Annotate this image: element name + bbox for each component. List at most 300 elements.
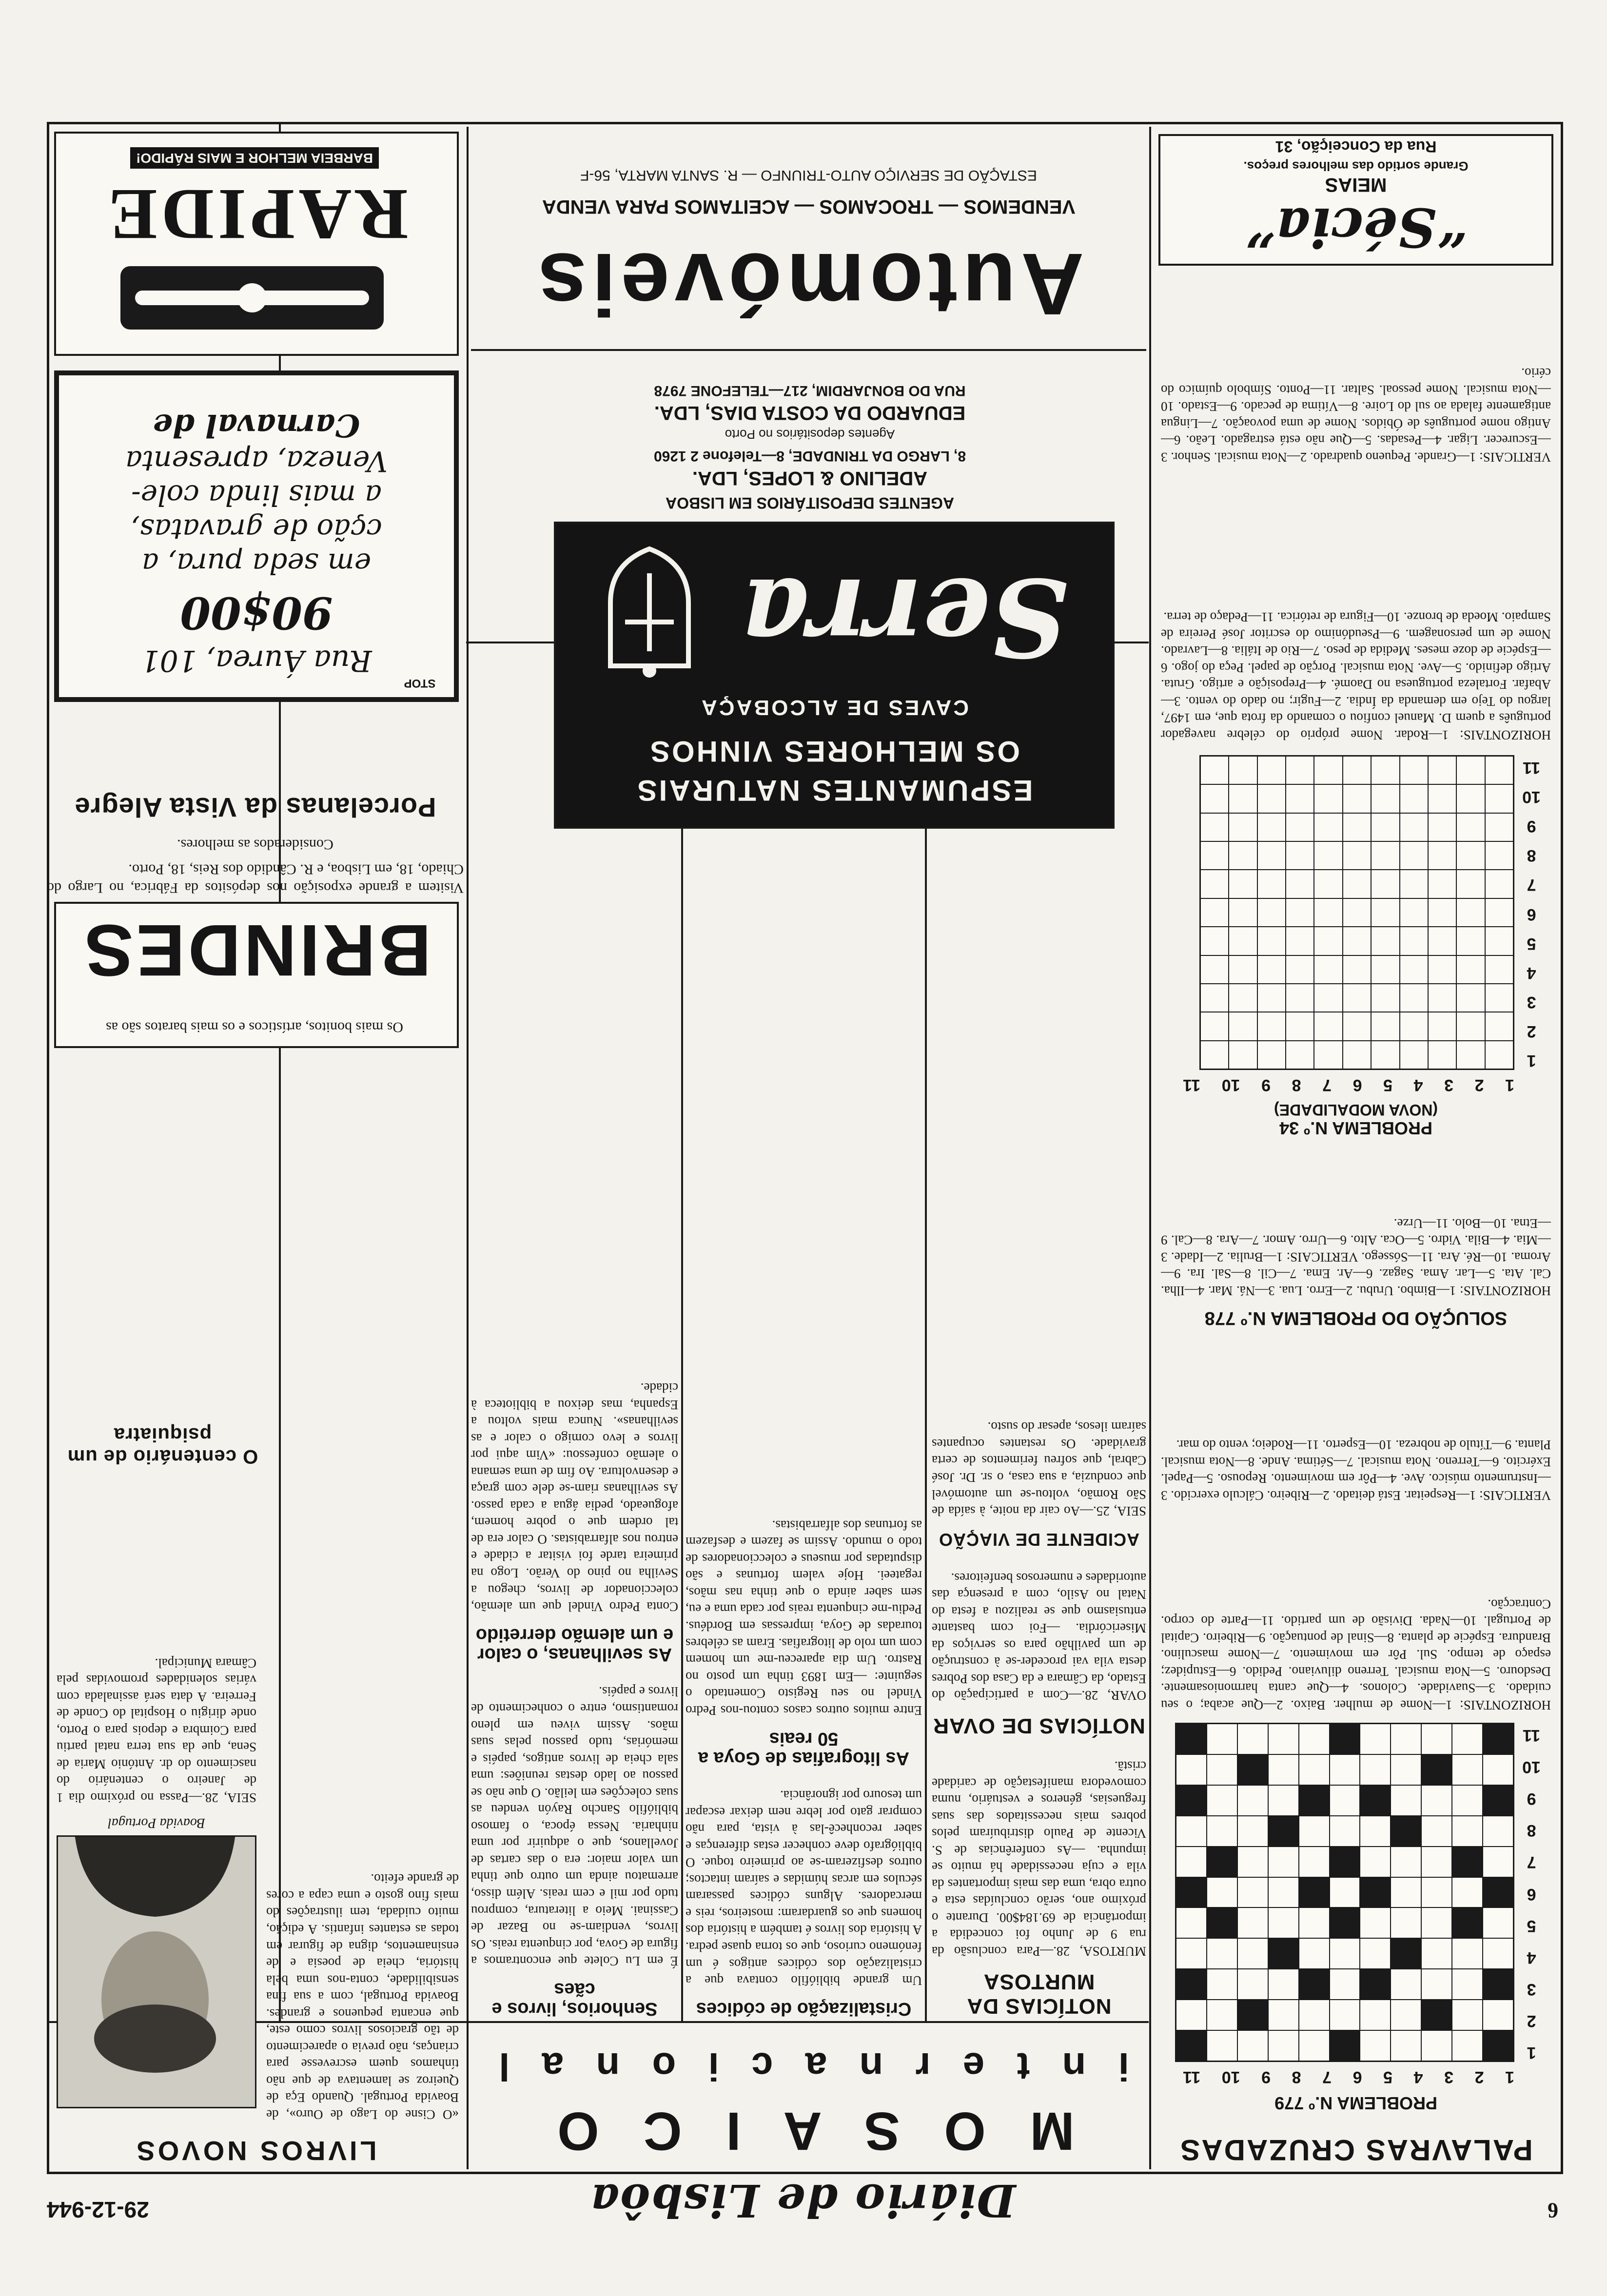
agentes-block: [473, 366, 1146, 512]
grid-cell: [1314, 870, 1342, 897]
grid-cell: [1201, 870, 1228, 897]
grid-cell: [1429, 1041, 1456, 1069]
goya-body: Entre muitos outros casos contou-nos Pedro Vindel no seu Registo Comentado o seguinte: —Em 1893 tinha um posto no Rastro. Um dia apareceu-me um homem com um rolo de litografias. Eram as célebres touradas de Goya, impressas em Bordéus. Pediu-me cinquenta reais por cada uma e eu, sem saber ainda o que tinha nas mãos, regateei. Hoje valem fortunas e são disputadas por museus e coleccionadores de todo o mundo. Assim se fazem e desfazem as fortunas dos alfarrabistas.: [686, 1518, 922, 1718]
grid-cell: [1229, 927, 1256, 954]
grid-number: 10: [1522, 1758, 1541, 1777]
grid-cell: [1429, 984, 1456, 1012]
grid-number: 4: [1527, 1948, 1536, 1967]
agentes-firm2: EDUARDO DA COSTA DIAS, LDA.: [654, 402, 966, 424]
grid-number: 7: [1322, 1076, 1332, 1094]
grid-cell: [1314, 785, 1342, 812]
grid-cell: [1314, 757, 1342, 784]
livros-novos-section: [47, 1387, 464, 2167]
grid-cell: [1372, 757, 1399, 784]
grid-number: 9: [1261, 2068, 1271, 2086]
grid-cell: [1422, 1816, 1451, 1846]
grid-cell: [1372, 927, 1399, 954]
grid-cell: [1486, 984, 1513, 1012]
grid-cell: [1286, 870, 1313, 897]
grid-cell: [1422, 2000, 1451, 2030]
grid-cell: [1360, 2031, 1390, 2061]
grid-cell: [1299, 1939, 1329, 1968]
verticais-clues: VERTICAIS: 1—Respeitar. Está deitado. 2—Ribeiro. Cálculo exercido. 3—Instrumento músico. Ave. 4—Pôr em movimento. Repouso. 5—Papel. Exército. 6—Terreno. Nota musical. 7—Sétima. Ande. 8—Nota musical. Planta. 9—Título de nobreza. 10—Esperto. 11—Rodeio; vento do mar.: [1161, 1438, 1551, 1503]
automoveis-title: Automóveis: [533, 235, 1084, 333]
grid-cell: [1238, 1878, 1268, 1907]
grid-cell: [1286, 1012, 1313, 1040]
grid-cell: [1372, 814, 1399, 841]
grid-cell: [1360, 1878, 1390, 1907]
grid-cell: [1483, 1816, 1513, 1846]
grid-number: 2: [1527, 1022, 1536, 1041]
grid-cell: [1391, 1816, 1421, 1846]
grid-cell: [1258, 899, 1285, 926]
grid-cell: [1343, 1012, 1371, 1040]
grid-cell: [1457, 984, 1484, 1012]
problem2-horizontais: HORIZONTAIS: 1—Rodar. Nome próprio do célebre navegador português a quem D. Manuel confiou o comando da frota que, em 1497, largou do Tejo em demanda da Índia. 2—Fugir; no dado do vento. 3—Abafar. Fortaleza portuguesa no Daomé. 4—Preposição e artigo. Gruta. Artigo definido. 5—Ave. Nota musical. Porção de papel. Peça do jogo. 6—Espécie de doze meses. Medida de peso. 7—Rio de Itália. 8—Lavrado. Nome de um personagem. 9—Pseudónimo do escritor José Pereira de Sampaio. Moeda de bronze. 10—Figura de retórica. 11—Pedaço de terra.: [1161, 610, 1551, 742]
grid-cell: [1286, 956, 1313, 983]
rapide-ad: [54, 132, 459, 356]
grid-cell: [1176, 1878, 1206, 1907]
portrait-caption: Boavida Portugal: [108, 1815, 205, 1830]
grid-cell: [1483, 1878, 1513, 1907]
grid-number: 1: [1527, 1051, 1536, 1070]
grid-cell: [1176, 1755, 1206, 1785]
grid-cell: [1258, 785, 1285, 812]
grid-cell: [1314, 984, 1342, 1012]
grid-cell: [1269, 1816, 1298, 1846]
grid-cell: [1422, 1969, 1451, 1999]
cristalizacao-body: Um grande bibliófilo contava que a cristalização dos códices antigos é um fenómeno curioso, que os torna quase pedra. A história dos livros é também a história dos homens que os guardaram: mosteiros, reis e mercadores. Alguns códices passaram séculos em arcas húmidas e saíram intactos; outros desfizeram-se ao primeiro toque. O bibliógrafo deve conhecer estas diferenças e saber reconhecê-las à vista, para não comprar gato por lebre nem deixar escapar um tesouro por ignorância.: [686, 1788, 922, 1988]
grid-number: 3: [1444, 1076, 1453, 1094]
grid-cell: [1201, 842, 1228, 869]
grid-cell: [1360, 1786, 1390, 1815]
wine-line1: OS MELHORES VINHOS: [648, 735, 1020, 768]
grid-cell: [1483, 1724, 1513, 1754]
grid-cell: [1238, 1816, 1268, 1846]
grid-cell: [1201, 899, 1228, 926]
grid-cell: [1452, 1847, 1482, 1877]
wine-caves: CAVES DE ALCOBAÇA: [699, 696, 969, 720]
grid-number: 8: [1292, 1076, 1301, 1094]
grid-row-numbers: [1519, 1726, 1544, 2062]
grid-cell: [1201, 984, 1228, 1012]
psiquiatra-headline: O centenário de um psiquiatra: [67, 1424, 258, 1467]
grid-cell: [1314, 1012, 1342, 1040]
grid-cell: [1343, 757, 1371, 784]
grid-cell: [1207, 2031, 1237, 2061]
grid-number: 10: [1522, 788, 1541, 807]
grid-cell: [1391, 1755, 1421, 1785]
grid-cell: [1207, 1908, 1237, 1938]
grid-cell: [1229, 842, 1256, 869]
grid-cell: [1299, 1878, 1329, 1907]
grid-number: 8: [1292, 2068, 1301, 2086]
article-column-b: [686, 648, 922, 2018]
grid-number: 9: [1261, 1076, 1271, 1094]
grid-number: 6: [1352, 2068, 1362, 2086]
grid-number: 5: [1527, 1916, 1536, 1935]
crest-icon: [591, 544, 708, 681]
grid-number: 7: [1322, 2068, 1332, 2086]
grid-cell: [1422, 1939, 1451, 1968]
grid-cell: [1258, 956, 1285, 983]
internacional-title: i n t e r n a c i o n a l: [488, 2045, 1129, 2088]
wine-brand: Serra: [740, 554, 1068, 681]
grid-cell: [1330, 1908, 1360, 1938]
grid-cell: [1457, 870, 1484, 897]
grid-cell: [1360, 1724, 1390, 1754]
grid-cell: [1238, 1755, 1268, 1785]
grid-cell: [1229, 1041, 1256, 1069]
grid-number: 1: [1505, 2068, 1514, 2086]
grid-cell: [1400, 1012, 1428, 1040]
grid-cell: [1258, 757, 1285, 784]
grid-cell: [1269, 1755, 1298, 1785]
grid-cell: [1343, 927, 1371, 954]
agentes-firm2-address: RUA DO BONJARDIM, 217—TELEFONE 7978: [654, 383, 966, 399]
grid-cell: [1314, 814, 1342, 841]
grid-cell: [1400, 956, 1428, 983]
grid-cell: [1207, 1939, 1237, 1968]
grid-cell: [1229, 899, 1256, 926]
grid-cell: [1391, 1786, 1421, 1815]
problem2-title: PROBLEMA N.º 34: [1279, 1118, 1432, 1138]
grid-cell: [1258, 814, 1285, 841]
grid-cell: [1286, 757, 1313, 784]
grid-cell: [1457, 814, 1484, 841]
agentes-firm1: ADELINO & LOPES, LDA.: [692, 467, 928, 489]
grid-cell: [1372, 785, 1399, 812]
murtosa-headline: NOTÍCIAS DA MURTOSA: [966, 1970, 1112, 2018]
ovar-headline: NOTÍCIAS DE OVAR: [933, 1714, 1145, 1738]
grid-cell: [1486, 1041, 1513, 1069]
grid-cell: [1314, 842, 1342, 869]
grid-number: 6: [1527, 1885, 1536, 1904]
ovar-body: OVAR, 28.—Com a participação do Estado, da Câmara e da Casa dos Pobres desta vila vai proceder-se à construção de um pavilhão para os serviços da Misericórdia. —Foi com bastante entusiasmo que se realizou a festa do Natal no Asilo, com a presença das autoridades e numerosos benfeitores.: [932, 1570, 1146, 1703]
grid-cell: [1314, 956, 1342, 983]
grid-cell: [1422, 1908, 1451, 1938]
automoveis-ad: [471, 127, 1146, 351]
grid-cell: [1258, 1041, 1285, 1069]
grid-number: 2: [1527, 2011, 1536, 2030]
grid-number: 5: [1383, 2068, 1392, 2086]
grid-cell: [1229, 814, 1256, 841]
grid-cell: [1452, 1724, 1482, 1754]
rapide-tagline: BARBEIA MELHOR E MAIS RÁPIDO!: [130, 147, 379, 169]
livros-novos-body: «O Cisne do Lago de Ouro», de Boavida Portugal. Quando Eça de Queiroz se lamentava de que não tínhamos quem escrevesse para crianças, não previa o aparecimento de tão graciosos livros como este, que encanta pequenos e grandes. Boavida Portugal, com a sua fina sensibilidade, conta-nos uma bela história, cheia de poesia e de ensinamentos, digna de figurar em todas as estantes infantis. A edição, muito cuidada, tem ilustrações do mais fino gosto e uma capa a cores de grande efeito.: [266, 1871, 459, 2122]
grid-cell: [1391, 2000, 1421, 2030]
grid-cell: [1391, 1847, 1421, 1877]
issue-date: 29-12-944: [47, 2197, 149, 2222]
grid-cell: [1330, 1755, 1360, 1785]
grid-cell: [1229, 870, 1256, 897]
grid-number: 9: [1527, 1790, 1536, 1809]
horizontais-clues: HORIZONTAIS: 1—Nome de mulher. Baixo. 2—Que acaba; o seu cuidado. 3—Suavidade. Colonos. 4—Que canta harmoniosamente. Desdouro. 5—Nota musical. Terreno diluviano. Pedido. 6—Estupidez; espaço de tempo. Sul. Pôr em movimento. 7—Nome masculino. Brandura. Espécie de planta. 8—Sinal de pontuação. 9—Ribeiro. Capital de Portugal. 10—Nada. Divisão de um partido. 11—Parte do corpo. Contracção.: [1161, 1596, 1551, 1712]
grid-number: 2: [1474, 2068, 1484, 2086]
grid-number: 4: [1413, 1076, 1423, 1094]
grid-cell: [1201, 1041, 1228, 1069]
grid-number: 3: [1527, 992, 1536, 1012]
agentes-porto-heading: Agentes depositários no Porto: [725, 427, 895, 442]
article-column-a: [471, 648, 678, 2018]
grid-cell: [1452, 1755, 1482, 1785]
grid-cell: [1269, 1908, 1298, 1938]
wine-ad: [554, 522, 1115, 829]
grid-cell: [1238, 1724, 1268, 1754]
grid-cell: [1299, 1755, 1329, 1785]
grid-cell: [1229, 757, 1256, 784]
grid-cell: [1429, 814, 1456, 841]
mosaico-title: M O S A I C O: [543, 2101, 1075, 2161]
grid-cell: [1207, 1786, 1237, 1815]
grid-cell: [1343, 1041, 1371, 1069]
razor-blade-icon: [116, 256, 389, 339]
grid-cell: [1207, 1724, 1237, 1754]
column-rule: [681, 643, 683, 2023]
grid-column-numbers: [1183, 2067, 1514, 2086]
grid-cell: [1238, 2031, 1268, 2061]
grid-cell: [1229, 785, 1256, 812]
page-number: 6: [1548, 2199, 1558, 2222]
carnaval-line5: em seda pura, a: [141, 547, 372, 580]
crosswords-title: PALAVRAS CRUZADAS: [1179, 2134, 1533, 2166]
grid-cell: [1176, 1939, 1206, 1968]
grid-cell: [1483, 1755, 1513, 1785]
grid-number: 10: [1221, 1076, 1240, 1094]
grid-cell: [1343, 814, 1371, 841]
livros-novos-title: LIVROS NOVOS: [134, 2136, 377, 2166]
grid-cell: [1286, 842, 1313, 869]
grid-cell: [1483, 1847, 1513, 1877]
grid-cell: [1258, 984, 1285, 1012]
carnaval-line2: Veneza, apresenta: [125, 445, 388, 478]
grid-cell: [1429, 842, 1456, 869]
grid-cell: [1486, 927, 1513, 954]
mosaico-header: [471, 2025, 1146, 2167]
porcelanas-text2: Visitem a grande exposição nos depósitos da Fábrica, no Largo do Chiado, 18, em Lisboa, e R. Cândido dos Reis, 18, Porto.: [47, 861, 464, 896]
grid-cell: [1429, 899, 1456, 926]
grid-cell: [1452, 1786, 1482, 1815]
column-rule: [925, 643, 927, 2023]
secia-name: “Sécia”: [1245, 196, 1468, 259]
grid-cell: [1238, 1847, 1268, 1877]
acidente-headline: ACIDENTE DE VIAÇÃO: [938, 1530, 1140, 1550]
grid-cell: [1299, 1969, 1329, 1999]
grid-cell: [1486, 757, 1513, 784]
grid-cell: [1360, 1816, 1390, 1846]
grid-cell: [1457, 842, 1484, 869]
grid-cell: [1483, 2031, 1513, 2061]
grid-cell: [1299, 1724, 1329, 1754]
grid-cell: [1360, 1939, 1390, 1968]
grid-cell: [1207, 1878, 1237, 1907]
grid-cell: [1400, 1041, 1428, 1069]
grid-cell: [1299, 1908, 1329, 1938]
grid-cell: [1360, 1847, 1390, 1877]
grid-number: 6: [1352, 1076, 1362, 1094]
grid-cell: [1343, 984, 1371, 1012]
livros-novos-body-cont: SEIA, 28.—Passa no próximo dia 1 de Janeiro o centenário do nascimento do dr. António Maria de Sena, que da sua terra natal partiu para Coimbra e depois para o Porto, onde dirigiu o Hospital do Conde de Ferreira. A data será assinalada com várias solenidades promovidas pela Câmara Municipal.: [57, 1655, 256, 1805]
grid-cell: [1400, 984, 1428, 1012]
grid-number: 1: [1527, 2043, 1536, 2062]
article-column-c: [932, 648, 1146, 2018]
grid-cell: [1400, 757, 1428, 784]
grid-cell: [1457, 1041, 1484, 1069]
grid-cell: [1360, 2000, 1390, 2030]
murtosa-body: MURTOSA, 28.—Para conclusão da rua 9 de Junho foi concedida a importância de 69.184$00. Durante o próximo ano, serão concluídas esta e outra obra, uma das mais importantes da vila e cuja necessidade há muito se impunha. —As conferências de S. Vicente de Paulo distribuíram pelos pobres mais necessitados das suas freguesias, géneros e vestuário, numa comovedora manifestação de caridade cristã.: [932, 1758, 1146, 1959]
grid-number: 11: [1523, 759, 1540, 778]
grid-cell: [1238, 1908, 1268, 1938]
grid-cell: [1452, 2000, 1482, 2030]
grid-cell: [1422, 1786, 1451, 1815]
grid-cell: [1258, 927, 1285, 954]
grid-cell: [1360, 1969, 1390, 1999]
grid-number: 3: [1527, 1980, 1536, 1999]
problem-title: PROBLEMA N.º 779: [1274, 2093, 1437, 2113]
grid-cell: [1372, 899, 1399, 926]
problem2-verticais: VERTICAIS: 1—Grande. Pequeno quadrado. 2—Nota musical. Senhor. 3—Escurecer. Ligar. 4—Pesadas. 5—Que não está estragado. Leão. 6—Antigo nome português de Óbidos. Nome de uma povoação. 7—Lingua antigamente falada ao sul do Loire. 8—Vítima de pecado. 9—Estado. 10—Nota musical. Nome pessoal. Saltar. 11—Ponto. Símbolo químico do cério.: [1161, 366, 1551, 465]
grid-cell: [1269, 1847, 1298, 1877]
grid-cell: [1201, 757, 1228, 784]
grid-number: 6: [1527, 905, 1536, 924]
wine-line2: ESPUMANTES NATURAIS: [635, 774, 1033, 807]
solution-title: SOLUÇÃO DO PROBLEMA N.º 778: [1204, 1308, 1508, 1328]
grid-cell: [1258, 1012, 1285, 1040]
grid-cell: [1299, 2031, 1329, 2061]
grid-number: 8: [1527, 846, 1536, 865]
grid-cell: [1176, 1724, 1206, 1754]
grid-number: 11: [1183, 2068, 1201, 2086]
grid-cell: [1286, 785, 1313, 812]
grid-cell: [1330, 1939, 1360, 1968]
grid-cell: [1486, 899, 1513, 926]
grid-row-numbers: [1519, 758, 1544, 1070]
grid-cell: [1452, 1939, 1482, 1968]
grid-cell: [1330, 1847, 1360, 1877]
grid-cell: [1429, 870, 1456, 897]
carnaval-ad: [54, 370, 459, 702]
secia-meias: MEIAS: [1325, 174, 1387, 195]
brindes-ad: [54, 902, 459, 1048]
grid-cell: [1176, 1816, 1206, 1846]
grid-cell: [1372, 1012, 1399, 1040]
grid-cell: [1483, 1908, 1513, 1938]
grid-cell: [1258, 870, 1285, 897]
grid-cell: [1269, 1939, 1298, 1968]
secia-text: Grande sortido das melhores preços.: [1243, 159, 1469, 174]
grid-cell: [1314, 927, 1342, 954]
grid-cell: [1330, 1816, 1360, 1846]
grid-cell: [1330, 1969, 1360, 1999]
grid-cell: [1400, 870, 1428, 897]
grid-cell: [1314, 1041, 1342, 1069]
brindes-text: Os mais bonitos, artísticos e os mais baratos são as: [106, 1019, 403, 1035]
grid-cell: [1176, 1969, 1206, 1999]
grid-cell: [1229, 956, 1256, 983]
grid-number: 10: [1221, 2068, 1240, 2086]
grid-cell: [1486, 842, 1513, 869]
grid-cell: [1422, 1878, 1451, 1907]
grid-cell: [1372, 956, 1399, 983]
grid-cell: [1201, 1012, 1228, 1040]
grid-cell: [1238, 1969, 1268, 1999]
grid-cell: [1207, 1969, 1237, 1999]
grid-cell: [1207, 1847, 1237, 1877]
cristalizacao-headline: Cristalização de códices: [696, 1999, 912, 2019]
grid-cell: [1400, 899, 1428, 926]
grid-cell: [1330, 1786, 1360, 1815]
grid-cell: [1258, 842, 1285, 869]
grid-cell: [1391, 1878, 1421, 1907]
brindes-title: BRINDES: [81, 910, 431, 992]
grid-cell: [1486, 956, 1513, 983]
grid-cell: [1372, 1041, 1399, 1069]
grid-cell: [1343, 870, 1371, 897]
grid-number: 11: [1183, 1076, 1201, 1094]
grid-cell: [1452, 1969, 1482, 1999]
grid-cell: [1429, 927, 1456, 954]
grid-cell: [1457, 927, 1484, 954]
senhorios-body: É em Lu Colete que encontramos a figura de Gova, por cinquenta reais. Os livros, vendiam-se no Bazar de Cassinai. Meio a literatura, comprou tudo por mil e cem reais. Além disso, arrematou ainda um outro que tinha um valor maior: era o das cartas de Jovellanos, que o adquirir por uma ninharia. Nessa época, o famoso bibliófilo Sancho Rayón vendeu as suas colecções em leilão. O que não se passou ao lado destas reuniões: uma sala cheia de livros antigos, papéis e memórias, tudo passou pelas suas mãos. Assim viveu em pleno romantismo, entre o conhecimento de livros e papéis.: [471, 1684, 678, 1969]
grid-cell: [1400, 842, 1428, 869]
secia-ad: [1158, 134, 1553, 266]
secia-address: Rua da Conceição, 31: [1275, 138, 1437, 156]
porcelanas-title: Porcelanas da Vista Alegre: [74, 792, 436, 823]
automoveis-station: ESTAÇÃO DE SERVIÇO AUTO-TRIUNFO — R. SANTA MARTA, 56-F: [580, 167, 1037, 183]
porcelanas-section: [47, 712, 464, 897]
author-portrait: [57, 1835, 256, 2108]
grid-cell: [1330, 2031, 1360, 2061]
carnaval-stop: STOP: [404, 677, 436, 690]
grid-cell: [1330, 2000, 1360, 2030]
porcelanas-text1: Considerados as melhores.: [177, 837, 333, 853]
grid-cell: [1486, 814, 1513, 841]
grid-cell: [1486, 870, 1513, 897]
grid-cell: [1286, 1041, 1313, 1069]
sevilhanas-headline: As sevilhanas, o calor e um alemão derretido: [475, 1625, 674, 1665]
grid-cell: [1299, 1816, 1329, 1846]
grid-cell: [1429, 1012, 1456, 1040]
grid-cell: [1201, 927, 1228, 954]
grid-cell: [1207, 1816, 1237, 1846]
carnaval-price: 90$00: [180, 587, 333, 639]
grid-number: 8: [1527, 1821, 1536, 1840]
grid-cell: [1269, 2000, 1298, 2030]
grid-number: 3: [1444, 2068, 1453, 2086]
grid-number: 9: [1527, 817, 1536, 836]
problem2-subtitle: (NOVA MODALIDADE): [1274, 1101, 1438, 1119]
grid-cell: [1457, 956, 1484, 983]
agentes-firm1-address: 8, LARGO DA TRINDADE, 8—Telefone 2 1260: [653, 448, 966, 464]
carnaval-address: Rua Áurea, 101: [141, 643, 372, 678]
crossword-grid-2: [1199, 755, 1514, 1070]
grid-number: 2: [1474, 1076, 1484, 1094]
grid-cell: [1457, 757, 1484, 784]
grid-cell: [1391, 1969, 1421, 1999]
grid-cell: [1452, 1878, 1482, 1907]
carnaval-line3: a mais linda cole-: [131, 479, 382, 512]
grid-cell: [1229, 984, 1256, 1012]
senhorios-headline: Senhorios, livros e cães: [491, 1979, 658, 2019]
grid-cell: [1486, 785, 1513, 812]
grid-cell: [1422, 1755, 1451, 1785]
grid-number: 4: [1527, 963, 1536, 982]
crossword-section: [1154, 129, 1558, 2167]
grid-cell: [1422, 1847, 1451, 1877]
grid-number: 5: [1527, 934, 1536, 953]
rapide-name: RAPIDE: [104, 174, 409, 255]
grid-cell: [1201, 814, 1228, 841]
